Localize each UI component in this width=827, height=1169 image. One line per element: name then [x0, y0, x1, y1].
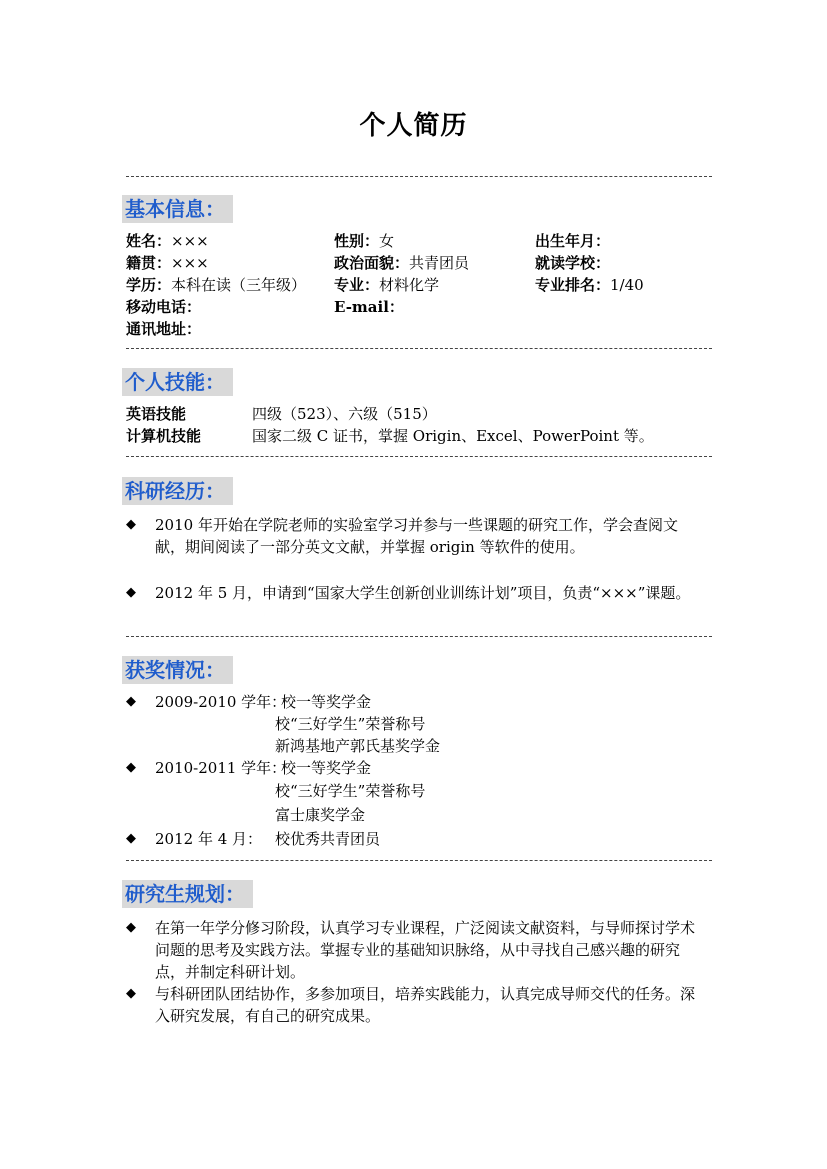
black-diamond-icon: ◆	[126, 517, 136, 532]
section-divider	[126, 176, 712, 177]
name-value: ×××	[171, 232, 209, 250]
research-item: 2010 年开始在学院老师的实验室学习并参与一些课题的研究工作，学会查阅文献，期间阅读了一部分英文文献，并掌握 origin 等软件的使用。	[155, 516, 678, 556]
award-item: 校一等奖学金	[281, 759, 372, 777]
research-heading: 科研经历：	[122, 477, 233, 505]
research-item: 2012 年 5 月，申请到“国家大学生创新创业训练计划”项目，负责“×××”课题。	[155, 584, 691, 602]
award-item: 校“三好学生”荣誉称号	[275, 715, 426, 733]
black-diamond-icon: ◆	[126, 694, 136, 709]
skills-heading: 个人技能：	[122, 368, 233, 396]
address-label: 通讯地址：	[126, 320, 202, 338]
plan-item: 在第一年学分修习阶段，认真学习专业课程，广泛阅读文献资料，与导师探讨学术问题的思考及实践方法。掌握专业的基础知识脉络，从中寻找自己感兴趣的研究点，并制定科研计划。	[155, 919, 696, 981]
origin-label: 籍贯：	[126, 254, 172, 272]
award-item: 校一等奖学金	[281, 693, 372, 711]
name-field	[126, 230, 209, 252]
plan-item: 与科研团队团结协作，多参加项目，培养实践能力，认真完成导师交代的任务。深入研究发展，有自己的研究成果。	[155, 985, 696, 1025]
gender-field	[334, 230, 394, 252]
basic-info-heading: 基本信息：	[122, 195, 233, 223]
phone-label: 移动电话：	[126, 298, 202, 316]
rank-value: 1/40	[610, 276, 644, 294]
politics-field	[334, 252, 469, 274]
email-label: E-mail：	[334, 298, 404, 316]
education-field	[126, 274, 306, 296]
page-title: 个人简历	[359, 111, 468, 141]
major-field	[334, 274, 439, 296]
award-item: 新鸿基地产郭氏基奖学金	[275, 737, 441, 755]
origin-value: ×××	[171, 254, 209, 272]
black-diamond-icon: ◆	[126, 920, 136, 935]
rank-label: 专业排名：	[535, 276, 611, 294]
award-item: 校优秀共青团员	[275, 830, 381, 848]
major-label: 专业：	[334, 276, 380, 294]
award-year: 2010-2011 学年：	[155, 759, 287, 777]
black-diamond-icon: ◆	[126, 831, 136, 846]
plan-heading: 研究生规划：	[122, 880, 253, 908]
black-diamond-icon: ◆	[126, 760, 136, 775]
section-divider	[126, 860, 712, 861]
section-divider	[126, 456, 712, 457]
school-label: 就读学校：	[535, 254, 611, 272]
politics-label: 政治面貌：	[334, 254, 410, 272]
awards-heading: 获奖情况：	[122, 656, 233, 684]
gender-value: 女	[379, 232, 395, 250]
gender-label: 性别：	[334, 232, 380, 250]
computer-skill-label: 计算机技能	[126, 427, 202, 445]
rank-field	[535, 274, 644, 296]
education-value: 本科在读（三年级）	[171, 276, 307, 294]
major-value: 材料化学	[379, 276, 440, 294]
english-skill-label: 英语技能	[126, 405, 187, 423]
education-label: 学历：	[126, 276, 172, 294]
english-skill-value: 四级（523）、六级（515）	[252, 405, 437, 423]
award-item: 富士康奖学金	[275, 806, 366, 824]
birth-label: 出生年月：	[535, 232, 611, 250]
award-year: 2012 年 4 月：	[155, 830, 263, 848]
politics-value: 共青团员	[409, 254, 470, 272]
black-diamond-icon: ◆	[126, 986, 136, 1001]
computer-skill-value: 国家二级 C 证书，掌握 Origin、Excel、PowerPoint 等。	[252, 427, 654, 445]
origin-field	[126, 252, 209, 274]
black-diamond-icon: ◆	[126, 585, 136, 600]
name-label: 姓名：	[126, 232, 172, 250]
section-divider	[126, 348, 712, 349]
section-divider	[126, 636, 712, 637]
award-item: 校“三好学生”荣誉称号	[275, 782, 426, 800]
award-year: 2009-2010 学年：	[155, 693, 287, 711]
